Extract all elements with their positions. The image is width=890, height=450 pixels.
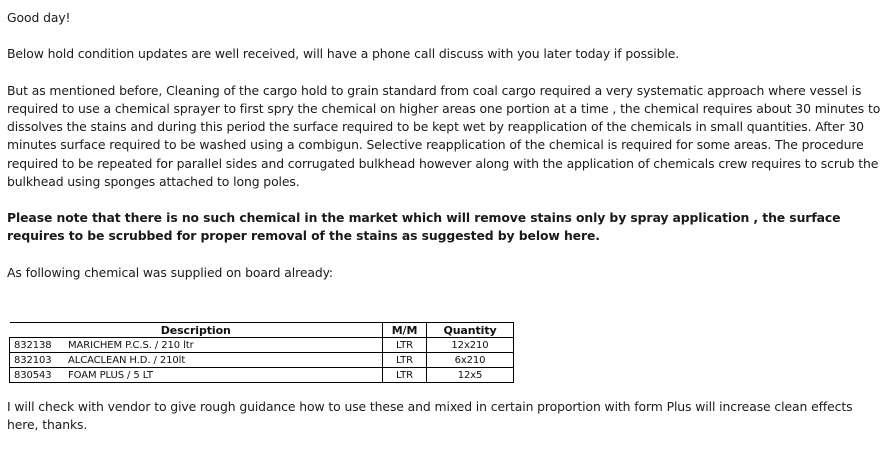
item-quantity: 12x5 xyxy=(427,368,514,383)
item-code: 832138 xyxy=(10,338,65,353)
chemical-table-container xyxy=(9,322,514,383)
header-description: Description xyxy=(10,323,383,338)
item-quantity: 12x210 xyxy=(427,338,514,353)
item-description: ALCACLEAN H.D. / 210lt xyxy=(64,353,383,368)
table-row xyxy=(10,368,514,383)
table-row xyxy=(10,353,514,368)
header-mm: M/M xyxy=(383,323,427,338)
item-description: FOAM PLUS / 5 LT xyxy=(64,368,383,383)
header-quantity: Quantity xyxy=(427,323,514,338)
paragraph-cleaning-procedure: But as mentioned before, Cleaning of the cargo hold to grain standard from coal cargo required a very systematic approach where vessel is required to use a chemical sprayer to first spry the chemical on higher areas one portion at a time , the chemical requires about 30 minutes to dissolves the stains and during this period the surface required to be kept wet by reapplication of the chemicals in small quantities. After 30 minutes surface required to be washed using a combigun. Selective reapplication of the chemical is required for some areas. The procedure required to be repeated for parallel sides and corrugated bulkhead however along with the application of chemicals crew requires to scrub the bulkhead using sponges attached to long poles. xyxy=(7,82,881,189)
greeting: Good day! xyxy=(7,10,71,25)
table-row xyxy=(10,338,514,353)
item-description: MARICHEM P.C.S. / 210 ltr xyxy=(64,338,383,353)
paragraph-chemical-intro: As following chemical was supplied on board already: xyxy=(7,264,334,280)
item-code: 830543 xyxy=(10,368,65,383)
paragraph-acknowledgement: Below hold condition updates are well received, will have a phone call discuss with you later today if possible. xyxy=(7,46,680,62)
item-mm: LTR xyxy=(383,353,427,368)
item-code: 832103 xyxy=(10,353,65,368)
email-body xyxy=(7,9,887,282)
item-quantity: 6x210 xyxy=(427,353,514,368)
chemical-table xyxy=(9,322,514,383)
table-header-row xyxy=(10,323,514,338)
item-mm: LTR xyxy=(383,338,427,353)
paragraph-note: Please note that there is no such chemical in the market which will remove stains only by spray application , the surface requires to be scrubbed for proper removal of the stains as suggested by below here. xyxy=(7,210,841,244)
paragraph-closing: I will check with vendor to give rough guidance how to use these and mixed in certain proportion with form Plus will increase clean effects here, thanks. xyxy=(7,399,853,433)
item-mm: LTR xyxy=(383,368,427,383)
